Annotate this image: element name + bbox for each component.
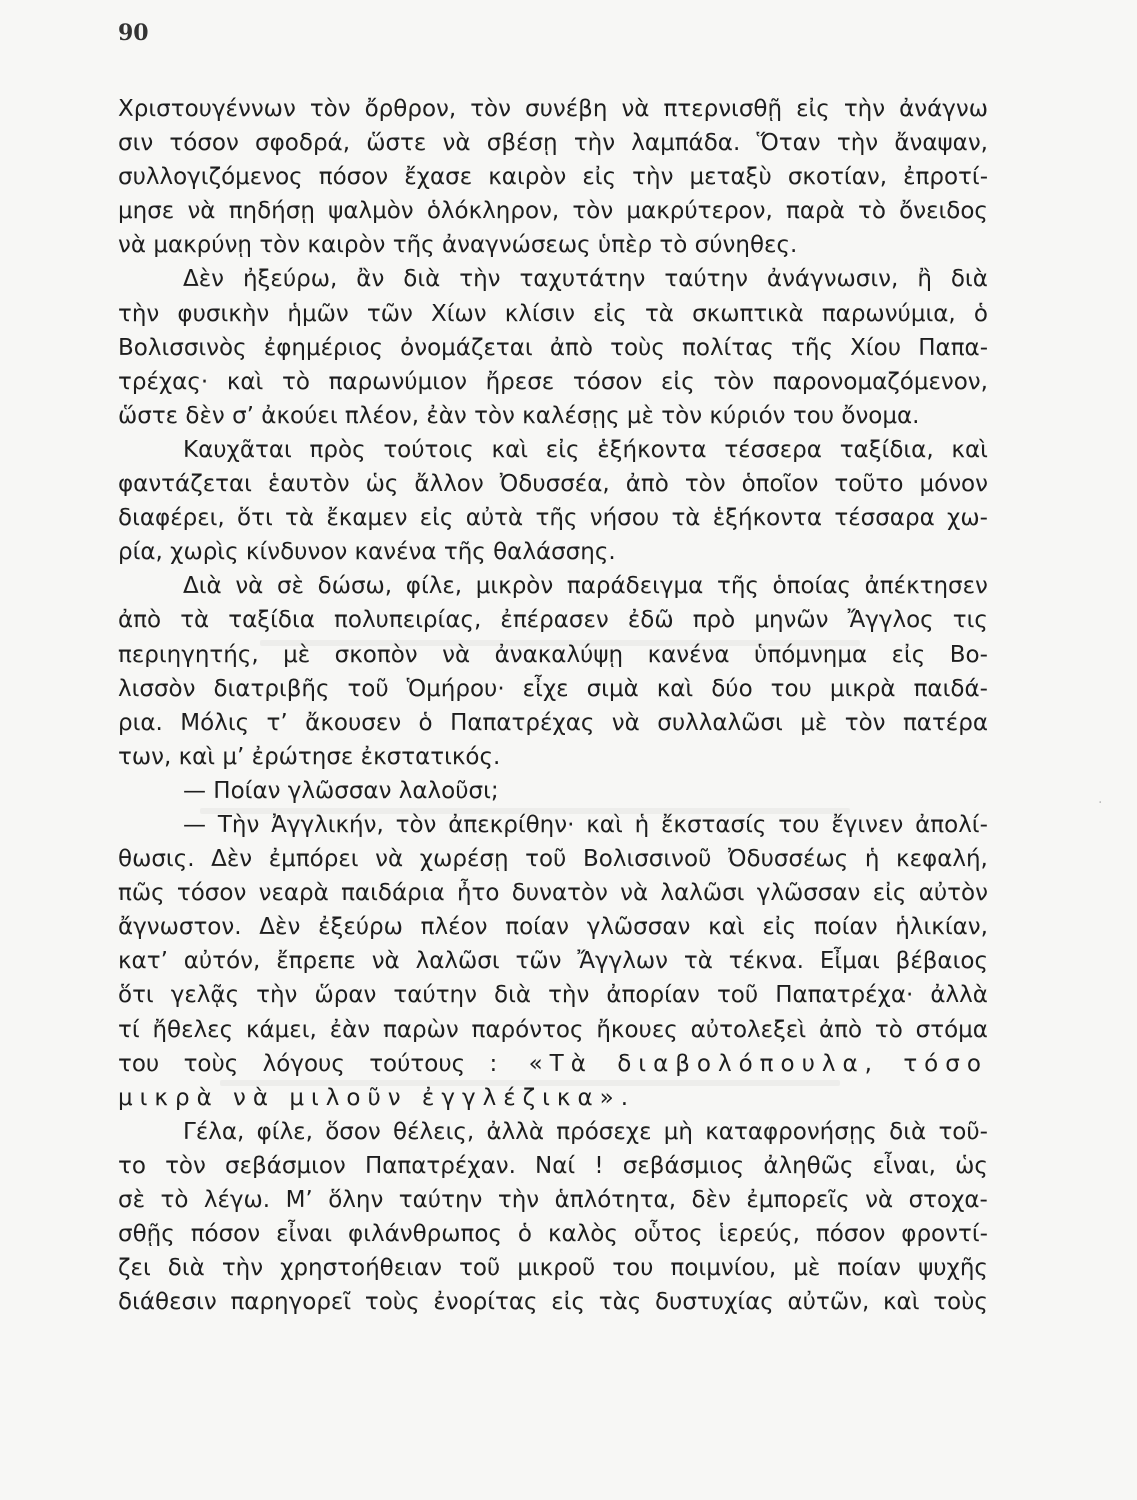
text-line: θωσις. Δὲν ἐμπόρει νὰ χωρέσῃ τοῦ Βολισσινοῦ Ὀδυσσέως ἡ κεφαλή,: [118, 846, 988, 873]
text-line: τρέχας· καὶ τὸ παρωνύμιον ἤρεσε τόσον εἰς τὸν παρονομαζόμενον,: [118, 368, 988, 395]
text-line: περιηγητής, μὲ σκοπὸν νὰ ἀνακαλύψῃ κανένα ὑπόμνημα εἰς Βο-: [118, 641, 988, 668]
text-line: — Τὴν Ἀγγλικήν, τὸν ἀπεκρίθην· καὶ ἡ ἔκστασίς του ἔγινεν ἀπολί-: [183, 811, 988, 838]
text-line: — Ποίαν γλῶσσαν λαλοῦσι;: [183, 777, 499, 804]
text-line: ρια. Μόλις τ’ ἄκουσεν ὁ Παπατρέχας νὰ συλλαλῶσι μὲ τὸν πατέρα: [118, 709, 988, 736]
text-line: τί ἤθελες κάμει, ἐὰν παρὼν παρόντος ἤκουες αὐτολεξεὶ ἀπὸ τὸ στόμα: [118, 1016, 988, 1043]
text-line: ὥστε δὲν σ’ ἀκούει πλέον, ἐὰν τὸν καλέσῃς μὲ τὸν κύριόν του ὄνομα.: [118, 402, 920, 429]
text-line: ἀπὸ τὰ ταξίδια πολυπειρίας, ἐπέρασεν ἐδῶ πρὸ μηνῶν Ἄγγλος τις: [118, 607, 988, 634]
text-line: σιν τόσον σφοδρά, ὥστε νὰ σβέσῃ τὴν λαμπάδα. Ὅταν τὴν ἄναψαν,: [118, 130, 988, 157]
text-line: Καυχᾶται πρὸς τούτοις καὶ εἰς ἑξήκοντα τέσσερα ταξίδια, καὶ: [183, 436, 988, 463]
text-line: ὅτι γελᾷς τὴν ὥραν ταύτην διὰ τὴν ἀπορίαν τοῦ Παπατρέχα· ἀλλὰ: [118, 982, 988, 1009]
text-line: Χριστουγέννων τὸν ὄρθρον, τὸν συνέβη νὰ πτερνισθῇ εἰς τὴν ἀνάγνω: [118, 96, 988, 122]
text-line: σὲ τὸ λέγω. Μ’ ὅλην ταύτην τὴν ἁπλότητα, δὲν ἐμπορεῖς νὰ στοχα-: [118, 1187, 988, 1213]
text-line: κατ’ αὐτόν, ἔπρεπε νὰ λαλῶσι τῶν Ἄγγλων τὰ τέκνα. Εἶμαι βέβαιος: [118, 948, 988, 975]
text-line: διάθεσιν παρηγορεῖ τοὺς ἐνορίτας εἰς τὰς δυστυχίας αὐτῶν, καὶ τοὺς: [118, 1289, 988, 1316]
text-line: τὴν φυσικὴν ἡμῶν τῶν Χίων κλίσιν εἰς τὰ σκωπτικὰ παρωνύμια, ὁ: [118, 300, 988, 327]
text-line: ἄγνωστον. Δὲν ἐξεύρω πλέον ποίαν γλῶσσαν καὶ εἰς ποίαν ἡλικίαν,: [118, 914, 988, 941]
text-line: μησε νὰ πηδήσῃ ψαλμὸν ὁλόκληρον, τὸν μακρύτερον, παρὰ τὸ ὄνειδος: [118, 198, 988, 225]
text-line: των, καὶ μ’ ἐρώτησε ἐκστατικός.: [118, 743, 501, 770]
text-line: ζει διὰ τὴν χρηστοήθειαν τοῦ μικροῦ του ποιμνίου, μὲ ποίαν ψυχῆς: [118, 1255, 988, 1282]
text-line: σθῇς πόσον εἶναι φιλάνθρωπος ὁ καλὸς οὗτος ἱερεύς, πόσον φροντί-: [118, 1221, 988, 1248]
text-line: του τοὺς λόγους τούτους : «Τὰ διαβολόπουλα, τόσο: [118, 1050, 988, 1077]
text-line: Διὰ νὰ σὲ δώσω, φίλε, μικρὸν παράδειγμα τῆς ὁποίας ἀπέκτησεν: [183, 573, 988, 600]
text-line: το τὸν σεβάσμιον Παπατρέχαν. Ναί ! σεβάσμιος ἀληθῶς εἶναι, ὡς: [118, 1152, 988, 1179]
margin-mark: ·: [1098, 795, 1103, 811]
text-line: νὰ μακρύνῃ τὸν καιρὸν τῆς ἀναγνώσεως ὑπὲρ τὸ σύνηθες.: [118, 232, 798, 259]
text-line: φαντάζεται ἑαυτὸν ὡς ἄλλον Ὀδυσσέα, ἀπὸ τὸν ὁποῖον τοῦτο μόνον: [118, 471, 988, 498]
text-line: Βολισσινὸς ἐφημέριος ὀνομάζεται ἀπὸ τοὺς πολίτας τῆς Χίου Παπα-: [118, 334, 988, 361]
text-line: ρία, χωρὶς κίνδυνον κανένα τῆς θαλάσσης.: [118, 539, 616, 566]
text-line: Δὲν ἠξεύρω, ἂν διὰ τὴν ταχυτάτην ταύτην ἀνάγνωσιν, ἢ διὰ: [183, 266, 988, 293]
text-line: μικρὰ νὰ μιλοῦν ἐγγλέζικα».: [118, 1084, 636, 1111]
text-line: Γέλα, φίλε, ὅσον θέλεις, ἀλλὰ πρόσεχε μὴ καταφρονήσῃς διὰ τοῦ-: [183, 1118, 988, 1145]
text-line: λισσὸν διατριβῆς τοῦ Ὁμήρου· εἶχε σιμὰ καὶ δύο του μικρὰ παιδά-: [118, 675, 988, 702]
text-block: [118, 92, 988, 1319]
text-line: διαφέρει, ὅτι τὰ ἔκαμεν εἰς αὐτὰ τῆς νήσου τὰ ἑξήκοντα τέσσαρα χω-: [118, 505, 988, 532]
page-number: 90: [118, 20, 149, 46]
text-line: συλλογιζόμενος πόσον ἔχασε καιρὸν εἰς τὴν μεταξὺ σκοτίαν, ἐπροτί-: [118, 164, 988, 191]
text-line: πῶς τόσον νεαρὰ παιδάρια ἦτο δυνατὸν νὰ λαλῶσι γλῶσσαν εἰς αὐτὸν: [118, 880, 988, 907]
